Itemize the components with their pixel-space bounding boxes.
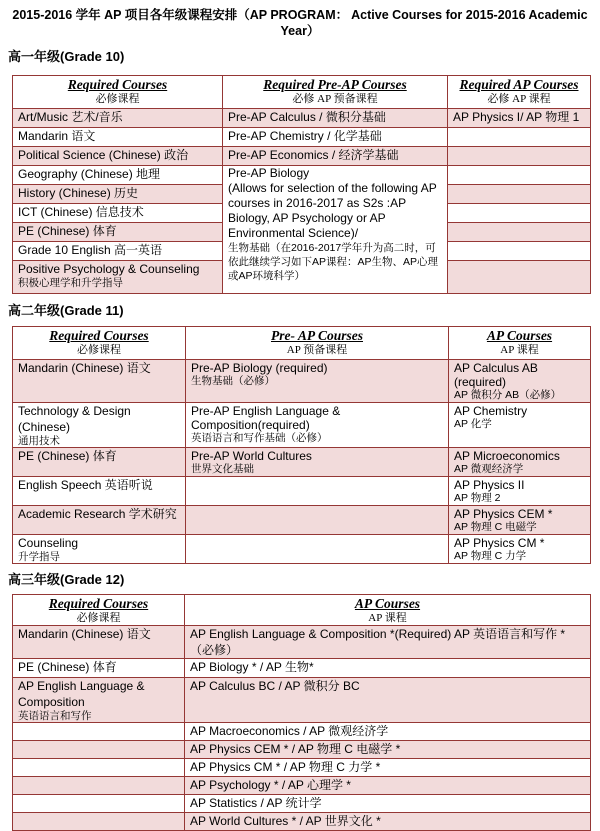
ap-course-cell: AP Biology * / AP 生物* — [185, 659, 591, 678]
required-course-cell: Political Science (Chinese) 政治 — [13, 147, 223, 166]
table-row — [13, 109, 591, 128]
course-name-en: Pre-AP Biology (required) — [191, 361, 328, 375]
grade10-heading: 高一年级(Grade 10) — [8, 49, 125, 64]
course-name-zh: 英语语言和写作 — [18, 710, 92, 722]
ap-course-cell: AP English Language & Composition *(Required) AP 英语语言和写作 *（必修） — [185, 626, 591, 659]
table-row — [13, 506, 591, 535]
required-course-cell — [13, 723, 185, 741]
course-name-zh: 世界文化基础 — [191, 463, 254, 475]
table-row — [13, 659, 591, 678]
header-en: Required Pre-AP Courses — [263, 77, 407, 92]
course-name-zh: 升学指导 — [18, 551, 60, 563]
header-en: AP Courses — [354, 596, 421, 611]
course-name-zh: AP 微积分 AB（必修） — [454, 389, 562, 401]
grade11-heading: 高二年级(Grade 11) — [8, 303, 124, 318]
ap-course-cell — [448, 147, 591, 166]
header-zh: 必修课程 — [76, 612, 121, 624]
required-course-cell: Mandarin (Chinese) 语文 — [13, 360, 186, 403]
preap-course-cell — [186, 535, 449, 564]
header-zh: AP 课程 — [500, 344, 539, 356]
required-course-cell: Grade 10 English 高一英语 — [13, 242, 223, 261]
ap-course-cell — [449, 360, 591, 403]
preap-course-cell: Pre-AP Calculus / 微积分基础 — [223, 109, 448, 128]
ap-course-cell: AP Physics CM * / AP 物理 C 力学 * — [185, 759, 591, 777]
header-en: Pre- AP Courses — [270, 328, 363, 343]
header-required-courses — [13, 595, 185, 626]
header-en: Required Courses — [48, 596, 149, 611]
required-course-cell: PE (Chinese) 体育 — [13, 448, 186, 477]
table-row — [13, 678, 591, 723]
required-course-cell: Mandarin (Chinese) 语文 — [13, 626, 185, 659]
pre-ap-biology-note-zh: 生物基础（在2016-2017学年升为高二时，可依此继续学习如下AP课程：AP生物、AP心理或AP环境科学） — [228, 242, 439, 282]
course-name-zh: 生物基础（必修） — [191, 375, 275, 387]
ap-course-cell — [449, 448, 591, 477]
ap-course-cell — [449, 477, 591, 506]
course-name-zh: 通用技术 — [18, 435, 60, 447]
grade11-header-row — [13, 327, 591, 360]
header-en: Required AP Courses — [459, 77, 579, 92]
course-name-en: AP Microeconomics — [454, 449, 560, 463]
header-ap-courses — [185, 595, 591, 626]
header-zh: 必修 AP 课程 — [487, 93, 551, 105]
header-zh: AP 课程 — [368, 612, 407, 624]
required-course-cell — [13, 403, 186, 448]
table-row — [13, 795, 591, 813]
required-course-cell — [13, 261, 223, 294]
required-course-cell — [13, 795, 185, 813]
preap-course-cell — [186, 360, 449, 403]
ap-course-cell: AP World Cultures * / AP 世界文化 * — [185, 813, 591, 831]
preap-course-cell: Pre-AP Economics / 经济学基础 — [223, 147, 448, 166]
required-course-cell: Mandarin 语文 — [13, 128, 223, 147]
course-name-en: Pre-AP English Language & Composition(required) — [191, 404, 341, 432]
table-row — [13, 403, 591, 448]
header-en: Required Courses — [67, 77, 168, 92]
ap-course-cell — [448, 242, 591, 261]
course-name-zh: 英语语言和写作基础（必修） — [191, 432, 328, 444]
grade11-table — [12, 326, 591, 564]
pre-ap-biology-title: Pre-AP Biology — [228, 166, 310, 180]
header-zh: 必修课程 — [95, 93, 140, 105]
pre-ap-biology-note-en: (Allows for selection of the following AP courses in 2016-2017 as S2s :AP Biology, AP Psychology or AP Environmental Science)/ — [228, 181, 437, 240]
pre-ap-biology-cell — [223, 166, 448, 294]
required-course-cell — [13, 535, 186, 564]
table-row — [13, 723, 591, 741]
table-row — [13, 448, 591, 477]
course-name-en: Pre-AP World Cultures — [191, 449, 312, 463]
course-name-en: AP Physics II — [454, 478, 525, 492]
required-course-cell: PE (Chinese) 体育 — [13, 659, 185, 678]
ap-course-cell: AP Statistics / AP 统计学 — [185, 795, 591, 813]
header-required-preap-courses — [223, 76, 448, 109]
grade10-table — [12, 75, 591, 294]
required-course-cell: Geography (Chinese) 地理 — [13, 166, 223, 185]
course-name-zh: AP 物理 C 力学 — [454, 550, 527, 562]
course-name-en: AP Calculus AB (required) — [454, 361, 538, 389]
preap-course-cell — [186, 403, 449, 448]
required-course-cell: PE (Chinese) 体育 — [13, 223, 223, 242]
course-name-en: AP English Language & Composition — [18, 679, 145, 709]
required-course-cell — [13, 678, 185, 723]
preap-course-cell — [186, 506, 449, 535]
header-en: AP Courses — [486, 328, 553, 343]
grade10-header-row — [13, 76, 591, 109]
course-name-en: Technology & Design (Chinese) — [18, 404, 131, 434]
table-row — [13, 360, 591, 403]
table-row — [13, 166, 591, 185]
table-row — [13, 777, 591, 795]
preap-course-cell: Pre-AP Chemistry / 化学基础 — [223, 128, 448, 147]
required-course-cell — [13, 759, 185, 777]
required-course-cell — [13, 777, 185, 795]
ap-course-cell — [448, 128, 591, 147]
ap-course-cell — [448, 185, 591, 204]
table-row — [13, 147, 591, 166]
header-en: Required Courses — [49, 328, 149, 343]
course-name-zh: AP 微观经济学 — [454, 463, 524, 475]
header-zh: 必修 AP 预备课程 — [292, 93, 378, 105]
ap-course-cell: AP Calculus BC / AP 微积分 BC — [185, 678, 591, 723]
ap-course-cell — [449, 506, 591, 535]
course-name-en: Positive Psychology & Counseling — [18, 262, 200, 276]
course-name-zh: AP 物理 C 电磁学 — [454, 521, 537, 533]
header-zh: AP 预备课程 — [286, 344, 348, 356]
ap-course-cell — [448, 204, 591, 223]
ap-course-cell — [449, 403, 591, 448]
required-course-cell: Art/Music 艺术/音乐 — [13, 109, 223, 128]
course-name-en: AP Chemistry — [454, 404, 528, 418]
course-name-zh: AP 化学 — [454, 418, 492, 430]
ap-course-cell — [448, 166, 591, 185]
grade12-header-row — [13, 595, 591, 626]
course-name-zh: 积极心理学和升学指导 — [18, 277, 123, 289]
ap-course-cell — [449, 535, 591, 564]
header-required-courses — [13, 76, 223, 109]
required-course-cell: ICT (Chinese) 信息技术 — [13, 204, 223, 223]
header-zh: 必修课程 — [77, 344, 121, 356]
ap-course-cell — [448, 261, 591, 294]
table-row — [13, 626, 591, 659]
preap-course-cell — [186, 477, 449, 506]
table-row — [13, 477, 591, 506]
table-row — [13, 759, 591, 777]
required-course-cell — [13, 813, 185, 831]
required-course-cell: Academic Research 学术研究 — [13, 506, 186, 535]
required-course-cell — [13, 741, 185, 759]
grade12-heading: 高三年级(Grade 12) — [8, 572, 125, 587]
ap-course-cell: AP Psychology * / AP 心理学 * — [185, 777, 591, 795]
preap-course-cell — [186, 448, 449, 477]
ap-course-cell: AP Physics CEM * / AP 物理 C 电磁学 * — [185, 741, 591, 759]
course-name-en: AP Physics CEM * — [454, 507, 553, 521]
grade12-table — [12, 594, 591, 831]
course-name-zh: AP 物理 2 — [454, 492, 501, 504]
page-title: 2015-2016 学年 AP 项目各年级课程安排（AP PROGRAM： Active Courses for 2015-2016 Academic Year） — [12, 8, 588, 38]
table-row — [13, 128, 591, 147]
course-name-en: Counseling — [18, 536, 79, 550]
required-course-cell: English Speech 英语听说 — [13, 477, 186, 506]
table-row — [13, 813, 591, 831]
ap-course-cell: AP Macroeconomics / AP 微观经济学 — [185, 723, 591, 741]
header-ap-courses — [449, 327, 591, 360]
course-name-en: AP Physics CM * — [454, 536, 545, 550]
header-preap-courses — [186, 327, 449, 360]
ap-course-cell — [448, 223, 591, 242]
ap-course-cell: AP Physics I/ AP 物理 1 — [448, 109, 591, 128]
table-row — [13, 741, 591, 759]
required-course-cell: History (Chinese) 历史 — [13, 185, 223, 204]
header-required-courses — [13, 327, 186, 360]
table-row — [13, 535, 591, 564]
header-required-ap-courses — [448, 76, 591, 109]
